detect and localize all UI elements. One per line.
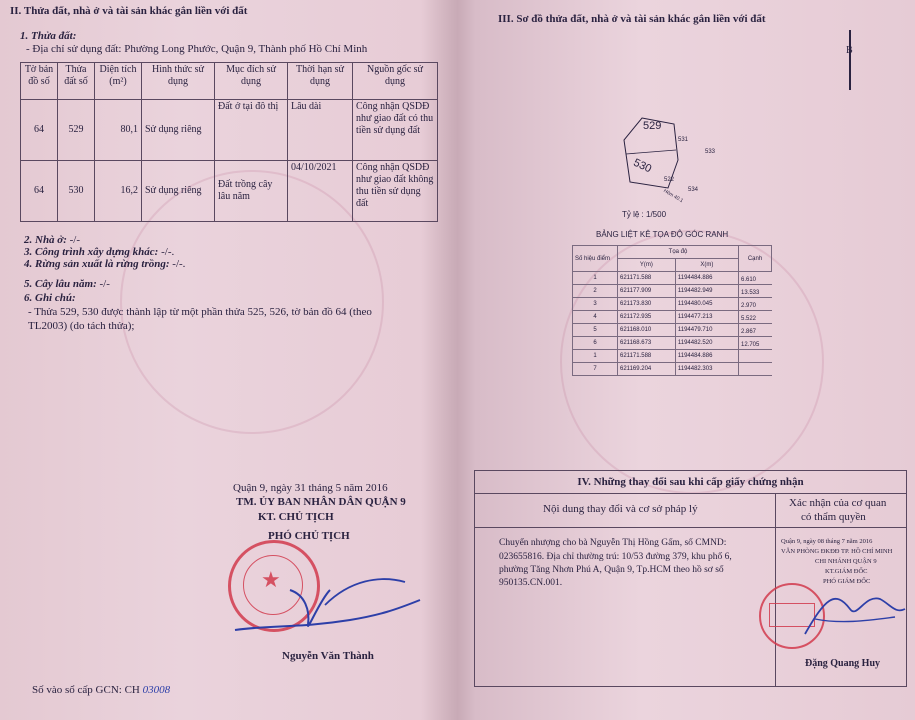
change-entry-line-4: 950135.CN.001. [499, 578, 563, 588]
signature-right [795, 579, 915, 649]
gcn-label: Số vào sổ cấp GCN: CH [32, 684, 140, 696]
coord-y: 621171.588 [618, 272, 676, 285]
coord-x: 1194484.886 [675, 272, 738, 285]
item-label: 5. Cây lâu năm: [24, 278, 97, 290]
coord-header: Cạnh [739, 246, 772, 272]
col-header: Tờ bản đồ số [21, 63, 58, 100]
coord-y: 621169.204 [618, 363, 676, 376]
north-label: B [846, 45, 853, 56]
changes-box [474, 470, 907, 687]
item-label: 4. Rừng sản xuất là rừng trồng: [24, 258, 170, 270]
coord-row [573, 285, 772, 298]
coord-id: 7 [573, 363, 618, 376]
coord-id: 2 [573, 285, 618, 298]
cell-purpose: Đất ở tại đô thị [215, 100, 288, 161]
coord-subheader: X(m) [675, 259, 738, 272]
cell-parcel: 530 [58, 161, 95, 222]
confirm-line-5: PHÓ GIÁM ĐỐC [823, 578, 871, 585]
coord-id: 5 [573, 324, 618, 337]
coord-table-title: BẢNG LIỆT KÊ TỌA ĐỘ GÓC RANH [596, 230, 729, 239]
stamp-star-icon: ★ [261, 567, 281, 592]
coord-x: 1194477.213 [675, 311, 738, 324]
coord-row [573, 363, 772, 376]
coord-row [573, 311, 772, 324]
coord-x: 1194482.520 [675, 337, 738, 350]
coord-id: 1 [573, 350, 618, 363]
land-address: - Địa chỉ sử dụng đất: Phường Long Phước, Quận 9, Thành phố Hồ Chí Minh [26, 43, 368, 55]
cell-parcel: 529 [58, 100, 95, 161]
parcel-label-530: 530 [631, 156, 654, 176]
section-title-iii: III. Sơ đồ thửa đất, nhà ở và tài sản khác gắn liền với đất [498, 13, 766, 25]
coord-row [573, 350, 772, 363]
coord-y: 621168.010 [618, 324, 676, 337]
cell-purpose: Đất trồng cây lâu năm [215, 161, 288, 222]
coord-y: 621173.830 [618, 298, 676, 311]
col-header: Mục đích sử dụng [215, 63, 288, 100]
coordinate-table [572, 245, 772, 376]
coord-y: 621168.673 [618, 337, 676, 350]
note-line-2: TL2003) (do tách thửa); [28, 320, 135, 332]
coord-edge-empty [739, 363, 772, 376]
changes-divider-h [475, 527, 906, 528]
item-label: 3. Công trình xây dựng khác: [24, 246, 159, 258]
coord-id: 1 [573, 272, 618, 285]
coord-edge-empty [739, 350, 772, 363]
coord-header-row [573, 246, 772, 259]
section-title-ii: II. Thửa đất, nhà ở và tài sản khác gắn liền với đất [10, 5, 248, 17]
col-header: Hình thức sử dụng [142, 63, 215, 100]
coord-row [573, 298, 772, 311]
note-line-1: - Thửa 529, 530 được thành lập từ một phần thửa 525, 526, tờ bản đồ 64 (theo [28, 306, 372, 318]
item-value: -/- [96, 278, 110, 290]
alley-label: Hẻm 40.1 [662, 188, 684, 205]
col-header: Thửa đất số [58, 63, 95, 100]
cell-origin: Công nhận QSDĐ như giao đất có thu tiền sử dụng đất [353, 100, 438, 161]
vice-chair: PHÓ CHỦ TỊCH [268, 530, 350, 542]
point-label: 531 [678, 137, 689, 143]
item-label: 2. Nhà ở: [24, 234, 67, 246]
coord-x: 1194484.886 [675, 350, 738, 363]
cell-area: 16,2 [95, 161, 142, 222]
coord-y: 621177.909 [618, 285, 676, 298]
cell-area: 80,1 [95, 100, 142, 161]
signer-name-right: Đặng Quang Huy [805, 658, 881, 669]
confirm-line-4: KT.GIÁM ĐỐC [825, 568, 868, 575]
signer-name-left: Nguyễn Văn Thành [282, 650, 374, 662]
coord-edge: 13.533 [739, 285, 772, 298]
coord-edge: 2.970 [739, 298, 772, 311]
gcn-number: 03008 [142, 684, 171, 696]
coord-id: 3 [573, 298, 618, 311]
item-value: -/-. [169, 258, 186, 270]
coord-x: 1194480.045 [675, 298, 738, 311]
coord-edge: 5.522 [739, 311, 772, 324]
issuing-org: TM. ỦY BAN NHÂN DÂN QUẬN 9 [236, 496, 406, 508]
cell-map-sheet: 64 [21, 161, 58, 222]
change-entry-line-1: Chuyển nhượng cho bà Nguyễn Thị Hồng Gấm, số CMND: [499, 538, 727, 548]
point-label: 522 [664, 177, 675, 183]
coord-x: 1194479.710 [675, 324, 738, 337]
changes-title: IV. Những thay đổi sau khi cấp giấy chứng nhận [475, 471, 906, 494]
changes-col2-header-2: có thẩm quyền [801, 511, 866, 523]
north-arrow-icon [849, 30, 851, 90]
changes-col1-header: Nội dung thay đổi và cơ sở pháp lý [543, 503, 698, 515]
point-label: 533 [705, 149, 716, 155]
cell-term: 04/10/2021 [288, 161, 353, 222]
land-label: 1. Thửa đất: [20, 30, 77, 42]
coord-header: Tọa độ [618, 246, 739, 259]
confirm-line-3: CHI NHÁNH QUẬN 9 [815, 558, 877, 565]
coord-y: 621172.935 [618, 311, 676, 324]
coord-row [573, 324, 772, 337]
coord-edge: 6.610 [739, 272, 772, 285]
coord-header: Số hiệu điểm [573, 246, 618, 272]
cell-origin: Công nhận QSDĐ như giao đất không thu tiền sử dụng đất [353, 161, 438, 222]
cell-usage-form: Sử dụng riêng [142, 100, 215, 161]
cell-map-sheet: 64 [21, 100, 58, 161]
issue-date: Quận 9, ngày 31 tháng 5 năm 2016 [233, 482, 388, 494]
coord-row [573, 272, 772, 285]
change-entry-line-2: 023655816. Địa chỉ thường trú: 10/53 đường 379, khu phố 6, [499, 552, 732, 562]
coord-x: 1194482.303 [675, 363, 738, 376]
item-value: -/- [66, 234, 81, 246]
acting-chair: KT. CHỦ TỊCH [258, 511, 334, 523]
confirm-line-2: VĂN PHÒNG ĐKĐĐ TP. HỒ CHÍ MINH [781, 548, 893, 555]
point-label: 534 [688, 187, 699, 193]
item-value: -/-. [158, 246, 175, 258]
coord-subheader: Y(m) [618, 259, 676, 272]
cell-term: Lâu dài [288, 100, 353, 161]
confirm-line-1: Quận 9, ngày 08 tháng 7 năm 2016 [781, 538, 873, 545]
change-entry-line-3: phường Tăng Nhơn Phú A, Quận 9, Tp.HCM theo hồ sơ số [499, 565, 724, 575]
col-header: Diện tích (m²) [95, 63, 142, 100]
coord-y: 621171.588 [618, 350, 676, 363]
coord-row [573, 337, 772, 350]
col-header: Thời hạn sử dụng [288, 63, 353, 100]
parcel-label-529: 529 [643, 120, 662, 132]
coord-id: 4 [573, 311, 618, 324]
col-header: Nguồn gốc sử dụng [353, 63, 438, 100]
coord-edge: 12.705 [739, 337, 772, 350]
map-scale: Tỷ lệ : 1/500 [622, 210, 667, 219]
changes-col2-header-1: Xác nhận của cơ quan [789, 497, 887, 509]
cell-usage-form: Sử dụng riêng [142, 161, 215, 222]
item-label: 6. Ghi chú: [24, 292, 76, 304]
coord-x: 1194482.949 [675, 285, 738, 298]
coord-id: 6 [573, 337, 618, 350]
coord-edge: 2.867 [739, 324, 772, 337]
